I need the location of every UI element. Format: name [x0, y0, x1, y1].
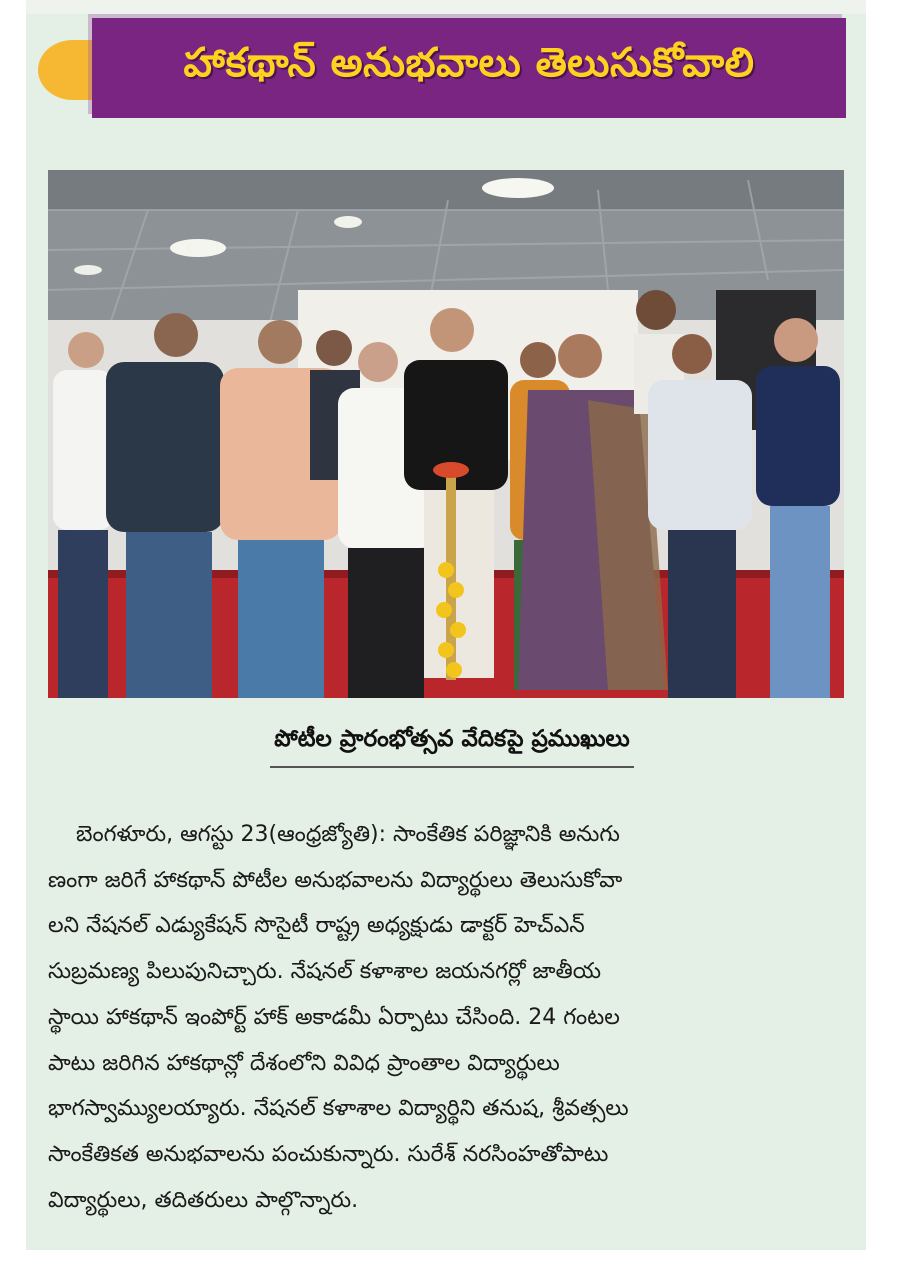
article-line: సాంకేతికత అనుభవాలను పంచుకున్నారు. సురేశ్ నరసింహతోపాటు — [48, 1141, 609, 1167]
article-line: పాటు జరిగిన హాకథాన్లో దేశంలోని వివిధ ప్రాంతాల విద్యార్థులు — [48, 1050, 560, 1076]
article-line: సుబ్రమణ్య పిలుపునిచ్చారు. నేషనల్ కళాశాల జయనగర్లో జాతీయ — [48, 959, 602, 985]
photo-caption: పోటీల ప్రారంభోత్సవ వేదికపై ప్రముఖులు — [270, 726, 633, 768]
article-line: బెంగళూరు, ఆగస్టు 23(ఆంధ్రజ్యోతి): సాంకేతిక పరిజ్ఞానికి అనుగు — [76, 822, 620, 847]
article-line: భాగస్వామ్యులయ్యారు. నేషనల్ కళాశాల విద్యార్థిని తనుష, శ్రీవత్సలు — [48, 1096, 629, 1122]
article-line: ణంగా జరిగే హాకథాన్ పోటీల అనుభవాలను విద్యార్థులు తెలుసుకోవా — [48, 867, 623, 893]
article-line: లని నేషనల్ ఎడ్యుకేషన్ సొసైటీ రాష్ట్ర అధ్యక్షుడు డాక్టర్ హెచ్ఎన్ — [48, 913, 585, 939]
headline: హాకథాన్ అనుభవాలు తెలుసుకోవాలి — [183, 40, 755, 86]
headline-bar — [92, 18, 846, 118]
article-body — [48, 812, 840, 1223]
article-line: విద్యార్థులు, తదితరులు పాల్గొన్నారు. — [48, 1187, 359, 1213]
clip-top-edge — [26, 0, 866, 14]
caption-container — [0, 726, 904, 768]
group-photo — [48, 170, 844, 698]
article-line: స్థాయి హాకథాన్ ఇంపోర్ట్ హాక్ అకాడమీ ఏర్పాటు చేసింది. 24 గంటల — [48, 1004, 620, 1030]
